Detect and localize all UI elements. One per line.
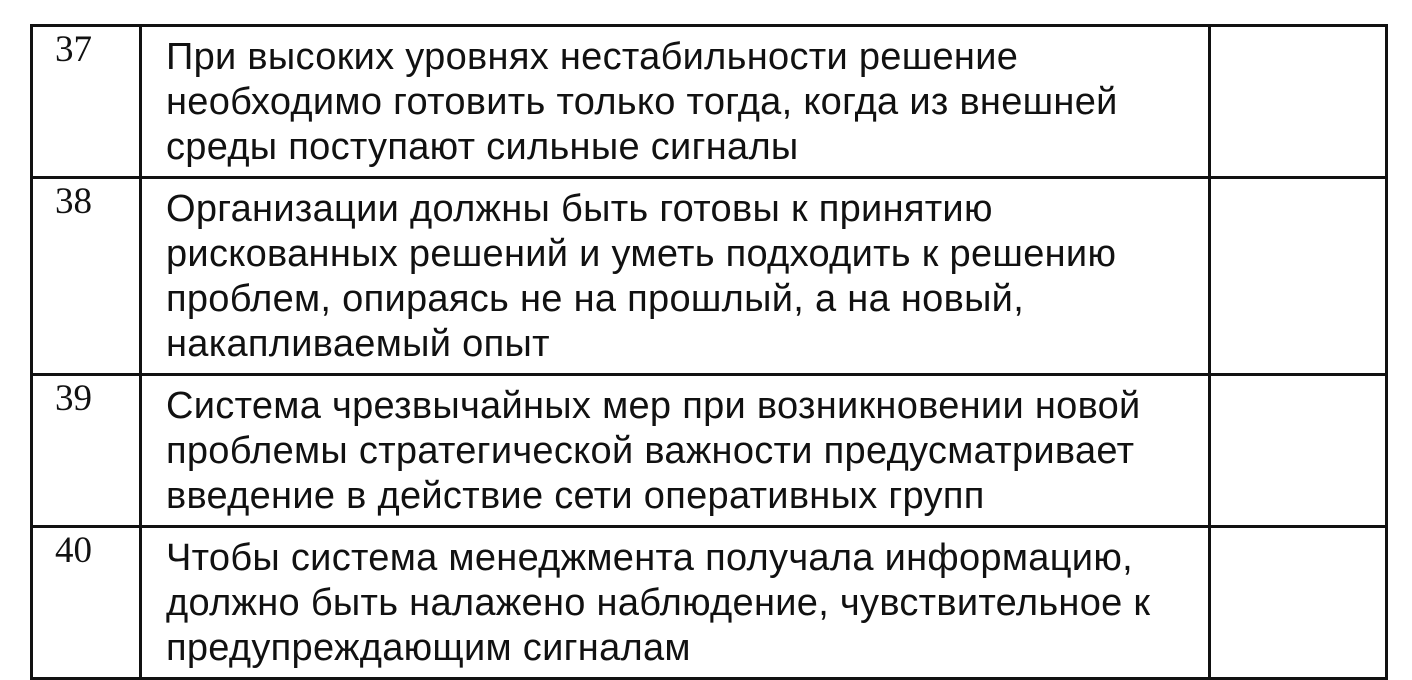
row-number: 37: [55, 29, 92, 70]
statement-cell: [141, 26, 1210, 178]
row-number-cell: [32, 178, 141, 375]
row-number: 39: [55, 378, 92, 419]
table-row: [32, 375, 1387, 527]
row-number: 40: [55, 530, 92, 571]
answer-cell[interactable]: [1210, 375, 1387, 527]
row-number: 38: [55, 181, 92, 222]
statement-cell: [141, 527, 1210, 679]
statement-text: Система чрезвычайных мер при возникновении новой проблемы стратегической важности предусматривает введение в действие сети оперативных групп: [166, 385, 1141, 517]
answer-cell[interactable]: [1210, 26, 1387, 178]
row-number-cell: [32, 26, 141, 178]
statement-text: Организации должны быть готовы к принятию рискованных решений и уметь подходить к решению проблем, опираясь не на прошлый, а на новый, накапливаемый опыт: [166, 188, 1117, 365]
answer-cell[interactable]: [1210, 178, 1387, 375]
row-number-cell: [32, 375, 141, 527]
statement-text: Чтобы система менеджмента получала информацию, должно быть налажено наблюдение, чувствительное к предупреждающим сигналам: [166, 537, 1151, 669]
statement-text: При высоких уровнях нестабильности решение необходимо готовить только тогда, когда из внешней среды поступают сильные сигналы: [166, 36, 1118, 168]
statement-cell: [141, 178, 1210, 375]
table-row: [32, 178, 1387, 375]
table-row: [32, 527, 1387, 679]
table-row: [32, 26, 1387, 178]
row-number-cell: [32, 527, 141, 679]
answer-cell[interactable]: [1210, 527, 1387, 679]
statement-cell: [141, 375, 1210, 527]
statements-table: [30, 24, 1388, 680]
